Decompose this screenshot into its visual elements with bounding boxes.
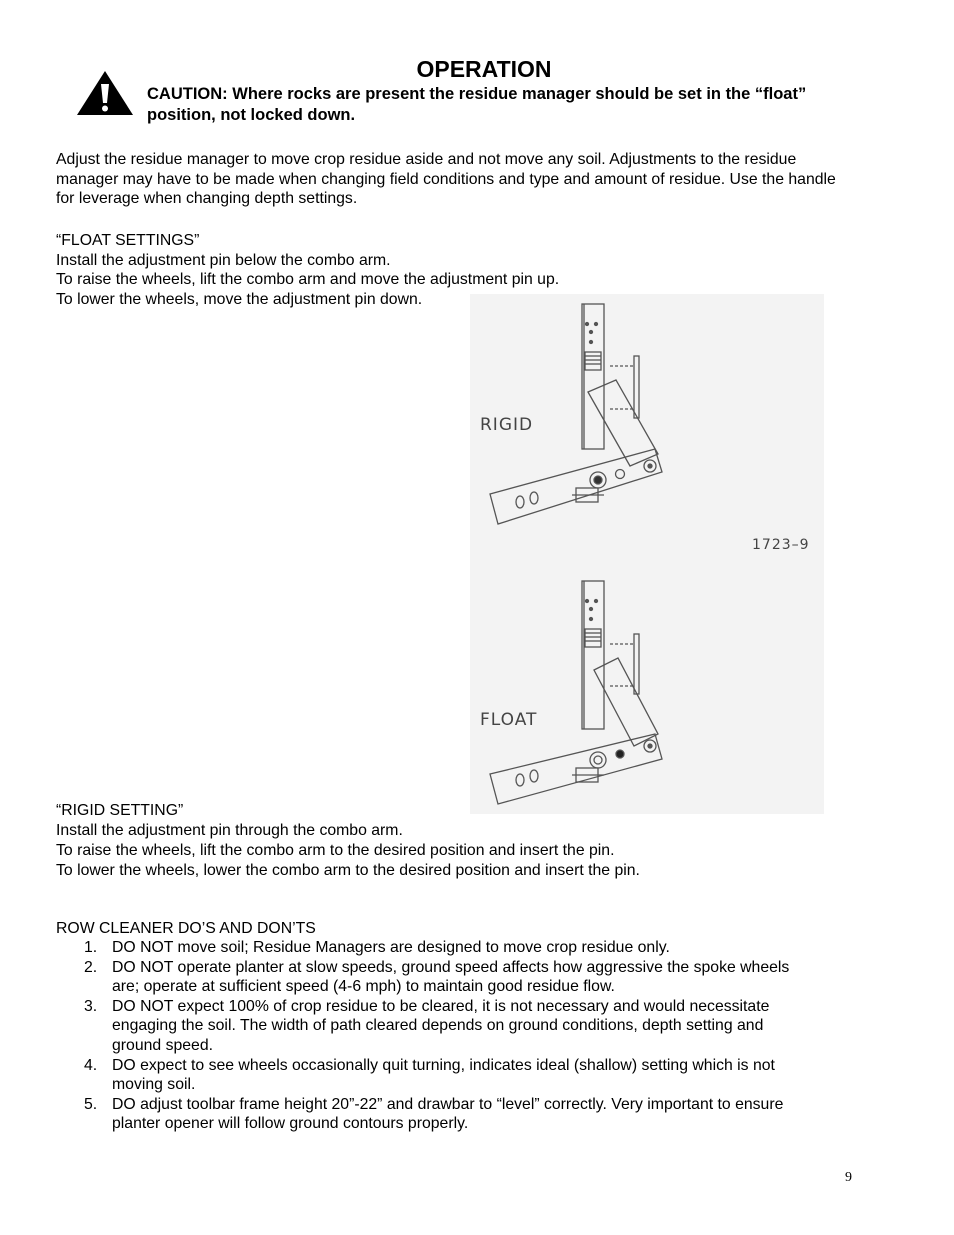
page-title: OPERATION [416,56,552,82]
row-cleaner-list [56,938,816,1134]
list-item: 4. DO expect to see wheels occasionally quit turning, indicates ideal (shallow) setting which is not moving soil. [84,1056,775,1094]
caution-text: CAUTION: Where rocks are present the residue manager should be set in the “float” position, not locked down. [147,85,807,124]
list-item: 5. DO adjust toolbar frame height 20”-22” and drawbar to “level” correctly. Very important to ensure planter opener will follow ground contours properly. [84,1095,784,1133]
float-label: FLOAT [480,710,538,730]
warning-triangle-icon [76,70,134,116]
list-item: 1. DO NOT move soil; Residue Managers are designed to move crop residue only. [84,939,670,956]
page-number: 9 [845,1170,852,1185]
float-settings-line: To raise the wheels, lift the combo arm and move the adjustment pin up. [56,271,560,288]
rigid-setting-line: Install the adjustment pin through the combo arm. [56,822,403,839]
list-item: 2. DO NOT operate planter at slow speeds, ground speed affects how aggressive the spoke wheels are; operate at sufficient speed (4-6 mph) to maintain good residue flow. [84,958,790,996]
float-settings-line: To lower the wheels, move the adjustment pin down. [56,291,423,308]
float-settings-heading: “FLOAT SETTINGS” [56,232,200,249]
float-settings-line: Install the adjustment pin below the combo arm. [56,252,391,269]
intro-paragraph: Adjust the residue manager to move crop residue aside and not move any soil. Adjustments to the residue manager may have to be made when changing field conditions and type and amount of residue. Use the handle for leverage when changing depth settings. [56,151,836,208]
residue-manager-drawing [470,294,824,814]
drawing-number: 1723–9 [752,537,810,553]
list-item: 3. DO NOT expect 100% of crop residue to be cleared, it is not necessary and would necessitate engaging the soil. The width of path cleared depends on ground conditions, depth setting and ground speed. [84,997,770,1054]
rigid-setting-line: To lower the wheels, lower the combo arm to the desired position and insert the pin. [56,862,640,879]
rigid-setting-heading: “RIGID SETTING” [56,802,184,819]
rigid-setting-line: To raise the wheels, lift the combo arm to the desired position and insert the pin. [56,842,615,859]
row-cleaner-heading: ROW CLEANER DO’S AND DON’TS [56,920,316,937]
rigid-label: RIGID [480,415,534,435]
rigid-float-figure [470,294,824,814]
